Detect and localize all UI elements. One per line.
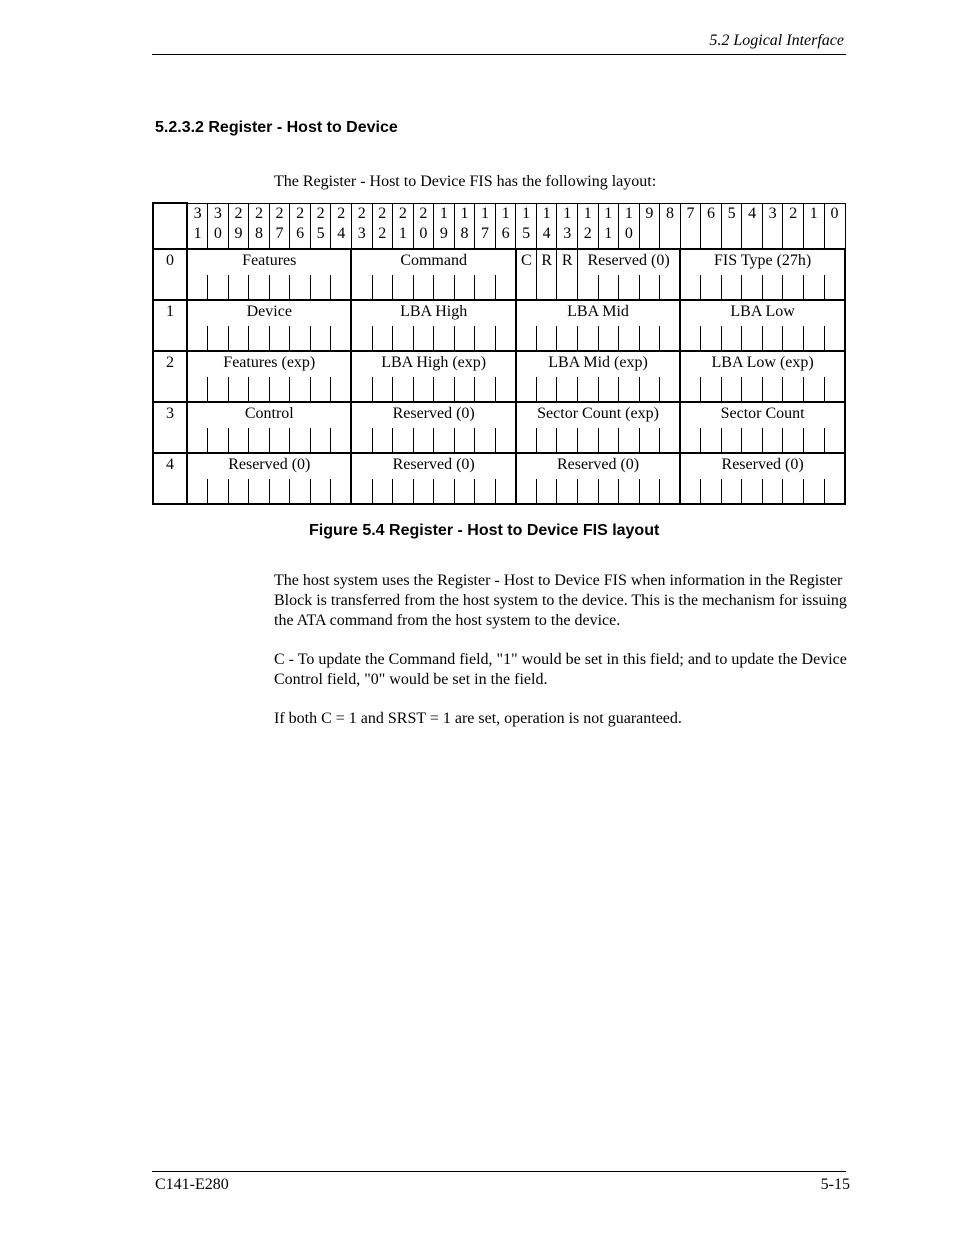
- bit-tick: [495, 275, 516, 300]
- bit-tick: [824, 479, 845, 504]
- bit-tick: [249, 275, 270, 300]
- bit-tick: [331, 275, 352, 300]
- bit-number-header: [434, 203, 455, 249]
- bit-digit-high: 8: [665, 204, 674, 222]
- bit-digit-high: 2: [316, 204, 325, 222]
- bit-tick: [187, 326, 208, 351]
- dword-row: [153, 351, 845, 377]
- bit-number-header: [475, 203, 496, 249]
- bit-digit-high: 1: [583, 204, 592, 222]
- bit-tick: [619, 479, 640, 504]
- bit-tick: [721, 428, 742, 453]
- bit-digit-low: 0: [213, 224, 222, 242]
- bit-number-header: [495, 203, 516, 249]
- figure-caption: Figure 5.4 Register - Host to Device FIS layout: [309, 522, 660, 539]
- bit-tick: [721, 479, 742, 504]
- bit-tick: [434, 275, 455, 300]
- bit-tick: [454, 428, 475, 453]
- register-field: R: [557, 249, 578, 275]
- bit-tick: [577, 428, 598, 453]
- bit-digit-high: 1: [481, 204, 490, 222]
- bit-number-header: [228, 203, 249, 249]
- bit-digit-low: 6: [296, 224, 305, 242]
- bit-tick: [208, 326, 229, 351]
- bit-number-header: [393, 203, 414, 249]
- bit-tick: [351, 275, 372, 300]
- bit-tick: [824, 326, 845, 351]
- bit-tick: [680, 428, 701, 453]
- bit-tick: [331, 479, 352, 504]
- bit-tick: [393, 479, 414, 504]
- bit-number-header: [783, 203, 804, 249]
- bit-tick: [393, 275, 414, 300]
- bit-tick: [454, 377, 475, 402]
- bit-tick: [557, 275, 578, 300]
- bit-tick: [660, 326, 681, 351]
- bit-tick: [742, 326, 763, 351]
- register-field: LBA Mid (exp): [516, 351, 680, 377]
- bit-number-header: [742, 203, 763, 249]
- bit-tick: [187, 428, 208, 453]
- bit-tick-row: [153, 428, 845, 453]
- bit-tick: [557, 479, 578, 504]
- bit-tick: [619, 377, 640, 402]
- bit-number-header: [804, 203, 825, 249]
- bit-tick: [804, 275, 825, 300]
- bit-number-header: [557, 203, 578, 249]
- bit-tick: [701, 326, 722, 351]
- bit-tick: [228, 275, 249, 300]
- bit-tick: [804, 326, 825, 351]
- register-field: Device: [187, 300, 351, 326]
- bit-tick: [495, 479, 516, 504]
- bit-digit-low: 8: [255, 224, 263, 242]
- bit-digit-low: 1: [193, 224, 202, 242]
- register-field: Features: [187, 249, 351, 275]
- bit-digit-high: 2: [789, 204, 798, 222]
- bit-tick: [536, 479, 557, 504]
- bit-digit-low: 7: [275, 224, 284, 242]
- bit-tick: [639, 479, 660, 504]
- bit-tick: [208, 479, 229, 504]
- bit-number-header: [413, 203, 434, 249]
- bit-tick: [434, 479, 455, 504]
- bit-digit-high: 2: [255, 204, 263, 222]
- register-field: Reserved (0): [680, 453, 845, 479]
- bit-tick: [475, 275, 496, 300]
- dword-row: [153, 402, 845, 428]
- bit-tick: [187, 377, 208, 402]
- bit-tick: [701, 377, 722, 402]
- bit-tick: [742, 479, 763, 504]
- bit-tick: [269, 275, 290, 300]
- bit-tick: [824, 428, 845, 453]
- bit-tick: [557, 326, 578, 351]
- dword-index: 0: [153, 249, 187, 300]
- bit-number-header: [310, 203, 331, 249]
- bit-tick: [310, 326, 331, 351]
- bit-tick: [290, 377, 311, 402]
- bit-tick: [475, 479, 496, 504]
- header-corner-cell: [153, 203, 187, 249]
- bit-digit-low: 1: [604, 224, 613, 242]
- register-field: Reserved (0): [351, 402, 515, 428]
- bit-tick: [331, 377, 352, 402]
- bit-tick: [516, 326, 537, 351]
- bit-tick: [475, 377, 496, 402]
- bit-tick: [557, 428, 578, 453]
- bit-number-header: [187, 203, 208, 249]
- bit-tick: [351, 377, 372, 402]
- bit-tick: [475, 326, 496, 351]
- bit-tick: [413, 275, 434, 300]
- fis-layout-table: [152, 202, 846, 505]
- bit-tick: [372, 275, 393, 300]
- bit-digit-low: 3: [357, 224, 366, 242]
- bit-tick: [660, 479, 681, 504]
- dword-index: 4: [153, 453, 187, 504]
- bit-tick: [824, 275, 845, 300]
- register-field: LBA High: [351, 300, 515, 326]
- register-field: Command: [351, 249, 515, 275]
- document-id: C141-E280: [155, 1176, 229, 1193]
- bit-digit-low: 5: [316, 224, 325, 242]
- bit-digit-high: 1: [542, 204, 551, 222]
- paragraph-srst-note: If both C = 1 and SRST = 1 are set, operation is not guaranteed.: [274, 710, 682, 727]
- bit-digit-high: 1: [624, 204, 633, 222]
- bit-digit-high: 4: [748, 204, 757, 222]
- bit-number-header: [454, 203, 475, 249]
- bit-digit-high: 2: [296, 204, 305, 222]
- bit-digit-high: 1: [439, 204, 448, 222]
- dword-index: 1: [153, 300, 187, 351]
- bit-tick: [475, 428, 496, 453]
- bit-tick: [598, 428, 619, 453]
- bit-tick: [454, 479, 475, 504]
- bit-tick: [331, 326, 352, 351]
- bit-tick: [208, 275, 229, 300]
- bit-tick: [804, 377, 825, 402]
- bit-tick: [434, 326, 455, 351]
- bit-number-header: [331, 203, 352, 249]
- bit-digit-low: 1: [398, 224, 407, 242]
- bit-tick: [372, 428, 393, 453]
- register-field: Reserved (0): [187, 453, 351, 479]
- bit-tick: [393, 326, 414, 351]
- bit-digit-low: 3: [563, 224, 572, 242]
- bit-tick: [804, 479, 825, 504]
- bit-digit-high: 3: [193, 204, 202, 222]
- bit-tick: [454, 275, 475, 300]
- bit-tick: [228, 326, 249, 351]
- bit-tick: [516, 377, 537, 402]
- bit-tick: [742, 428, 763, 453]
- bit-tick: [680, 275, 701, 300]
- bit-digit-high: 2: [357, 204, 366, 222]
- bit-tick: [536, 377, 557, 402]
- bit-header-row: [153, 203, 845, 249]
- header-rule: [152, 54, 846, 55]
- bit-digit-high: 1: [460, 204, 469, 222]
- bit-number-header: [208, 203, 229, 249]
- bit-tick: [639, 275, 660, 300]
- bit-number-header: [351, 203, 372, 249]
- bit-digit-low: 0: [624, 224, 633, 242]
- bit-tick: [721, 275, 742, 300]
- bit-tick: [413, 428, 434, 453]
- bit-tick: [351, 326, 372, 351]
- bit-tick: [208, 428, 229, 453]
- bit-tick: [824, 377, 845, 402]
- register-field: LBA High (exp): [351, 351, 515, 377]
- bit-tick: [290, 326, 311, 351]
- bit-tick: [742, 275, 763, 300]
- bit-tick: [372, 377, 393, 402]
- bit-tick: [372, 479, 393, 504]
- register-field: FIS Type (27h): [680, 249, 845, 275]
- bit-digit-high: 5: [727, 204, 736, 222]
- bit-number-header: [721, 203, 742, 249]
- bit-tick: [351, 479, 372, 504]
- bit-tick: [577, 479, 598, 504]
- bit-tick: [413, 326, 434, 351]
- bit-tick: [495, 377, 516, 402]
- bit-digit-low: 9: [234, 224, 243, 242]
- bit-tick: [577, 326, 598, 351]
- bit-digit-high: 2: [337, 204, 346, 222]
- bit-number-header: [516, 203, 537, 249]
- bit-tick: [228, 377, 249, 402]
- bit-digit-high: 1: [501, 204, 510, 222]
- bit-tick: [619, 275, 640, 300]
- bit-tick: [721, 326, 742, 351]
- bit-tick: [762, 428, 783, 453]
- bit-tick: [393, 428, 414, 453]
- register-field: Control: [187, 402, 351, 428]
- intro-text: The Register - Host to Device FIS has the following layout:: [274, 173, 657, 190]
- bit-digit-low: 2: [583, 224, 592, 242]
- bit-tick: [783, 275, 804, 300]
- bit-digit-low: 7: [481, 224, 490, 242]
- bit-tick: [680, 479, 701, 504]
- bit-digit-high: 2: [419, 204, 428, 222]
- bit-tick: [783, 479, 804, 504]
- register-field: Features (exp): [187, 351, 351, 377]
- bit-tick: [372, 326, 393, 351]
- bit-tick: [290, 479, 311, 504]
- bit-digit-high: 2: [378, 204, 387, 222]
- bit-tick: [208, 377, 229, 402]
- bit-tick: [228, 428, 249, 453]
- bit-tick-row: [153, 275, 845, 300]
- bit-tick: [269, 479, 290, 504]
- bit-tick: [269, 428, 290, 453]
- register-field: Reserved (0): [577, 249, 680, 275]
- bit-tick: [680, 326, 701, 351]
- bit-tick: [557, 377, 578, 402]
- register-field: R: [536, 249, 557, 275]
- bit-digit-low: 0: [419, 224, 428, 242]
- bit-tick: [536, 275, 557, 300]
- bit-tick: [680, 377, 701, 402]
- bit-number-header: [619, 203, 640, 249]
- bit-tick-row: [153, 326, 845, 351]
- bit-tick: [598, 326, 619, 351]
- bit-tick: [721, 377, 742, 402]
- bit-tick: [228, 479, 249, 504]
- bit-digit-high: 3: [768, 204, 777, 222]
- page-number: 5-15: [820, 1176, 850, 1193]
- bit-tick: [249, 377, 270, 402]
- bit-digit-high: 7: [686, 204, 695, 222]
- bit-number-header: [577, 203, 598, 249]
- bit-tick: [619, 428, 640, 453]
- bit-number-header: [290, 203, 311, 249]
- bit-tick: [187, 479, 208, 504]
- dword-row: [153, 453, 845, 479]
- bit-tick: [269, 326, 290, 351]
- bit-tick: [783, 326, 804, 351]
- bit-digit-low: 5: [522, 224, 531, 242]
- bit-number-header: [269, 203, 290, 249]
- bit-tick: [598, 479, 619, 504]
- bit-tick: [660, 428, 681, 453]
- running-header: 5.2 Logical Interface: [709, 32, 844, 49]
- register-field: LBA Mid: [516, 300, 680, 326]
- bit-tick: [413, 479, 434, 504]
- bit-tick: [434, 428, 455, 453]
- bit-digit-high: 6: [707, 204, 716, 222]
- bit-digit-high: 3: [213, 204, 222, 222]
- bit-tick: [639, 428, 660, 453]
- bit-tick: [639, 326, 660, 351]
- bit-digit-low: 4: [337, 224, 346, 242]
- bit-tick: [495, 428, 516, 453]
- bit-digit-high: 1: [563, 204, 572, 222]
- bit-digit-high: 2: [275, 204, 284, 222]
- bit-tick: [783, 428, 804, 453]
- bit-number-header: [598, 203, 619, 249]
- bit-digit-high: 1: [522, 204, 531, 222]
- bit-number-header: [824, 203, 845, 249]
- bit-tick: [516, 428, 537, 453]
- section-heading: 5.2.3.2 Register - Host to Device: [155, 119, 398, 136]
- bit-tick: [310, 275, 331, 300]
- bit-number-header: [701, 203, 722, 249]
- bit-tick-row: [153, 479, 845, 504]
- bit-digit-high: 1: [604, 204, 613, 222]
- bit-number-header: [536, 203, 557, 249]
- bit-tick: [660, 275, 681, 300]
- bit-tick: [249, 428, 270, 453]
- bit-tick: [249, 479, 270, 504]
- register-field: Sector Count: [680, 402, 845, 428]
- bit-tick: [187, 275, 208, 300]
- bit-tick: [598, 377, 619, 402]
- bit-tick: [762, 326, 783, 351]
- paragraph-host-usage: The host system uses the Register - Host to Device FIS when information in the Register Block is transferred from the host system to the device. This is the mechanism for issuing the ATA command from the host system to the device.: [274, 572, 847, 629]
- paragraph-c-bit: C - To update the Command field, "1" would be set in this field; and to update the Device Control field, "0" would be set in the field.: [274, 651, 847, 688]
- bit-tick: [804, 428, 825, 453]
- bit-digit-high: 2: [234, 204, 243, 222]
- bit-tick: [598, 275, 619, 300]
- register-field: Sector Count (exp): [516, 402, 680, 428]
- bit-digit-high: 0: [830, 204, 839, 222]
- bit-tick: [434, 377, 455, 402]
- register-field: LBA Low (exp): [680, 351, 845, 377]
- dword-index: 3: [153, 402, 187, 453]
- bit-tick: [701, 428, 722, 453]
- bit-tick: [762, 377, 783, 402]
- bit-tick: [701, 275, 722, 300]
- bit-tick: [660, 377, 681, 402]
- bit-tick: [742, 377, 763, 402]
- bit-tick: [351, 428, 372, 453]
- footer-rule: [152, 1171, 846, 1172]
- bit-number-header: [660, 203, 681, 249]
- bit-tick: [454, 326, 475, 351]
- bit-tick: [516, 275, 537, 300]
- bit-digit-low: 6: [501, 224, 510, 242]
- bit-number-header: [639, 203, 660, 249]
- bit-number-header: [762, 203, 783, 249]
- bit-digit-low: 4: [542, 224, 551, 242]
- bit-tick: [310, 377, 331, 402]
- bit-tick: [516, 479, 537, 504]
- bit-tick: [495, 326, 516, 351]
- dword-row: [153, 300, 845, 326]
- bit-tick: [619, 326, 640, 351]
- bit-tick: [577, 275, 598, 300]
- bit-tick: [536, 326, 557, 351]
- register-field: C: [516, 249, 537, 275]
- register-field: LBA Low: [680, 300, 845, 326]
- bit-number-header: [680, 203, 701, 249]
- bit-tick: [310, 428, 331, 453]
- dword-row: [153, 249, 845, 275]
- bit-tick: [701, 479, 722, 504]
- bit-digit-low: 8: [460, 224, 469, 242]
- bit-number-header: [249, 203, 270, 249]
- bit-tick: [639, 377, 660, 402]
- register-field: Reserved (0): [351, 453, 515, 479]
- bit-tick: [783, 377, 804, 402]
- bit-tick: [310, 479, 331, 504]
- bit-tick: [762, 479, 783, 504]
- bit-tick: [290, 275, 311, 300]
- bit-number-header: [372, 203, 393, 249]
- bit-digit-high: 9: [645, 204, 654, 222]
- bit-digit-high: 1: [809, 204, 818, 222]
- bit-digit-low: 9: [439, 224, 448, 242]
- bit-tick: [393, 377, 414, 402]
- register-field: Reserved (0): [516, 453, 680, 479]
- bit-tick: [249, 326, 270, 351]
- bit-digit-low: 2: [378, 224, 387, 242]
- bit-tick: [577, 377, 598, 402]
- bit-tick: [536, 428, 557, 453]
- bit-digit-high: 2: [398, 204, 407, 222]
- bit-tick: [331, 428, 352, 453]
- bit-tick-row: [153, 377, 845, 402]
- bit-tick: [290, 428, 311, 453]
- bit-tick: [269, 377, 290, 402]
- bit-tick: [413, 377, 434, 402]
- bit-tick: [762, 275, 783, 300]
- dword-index: 2: [153, 351, 187, 402]
